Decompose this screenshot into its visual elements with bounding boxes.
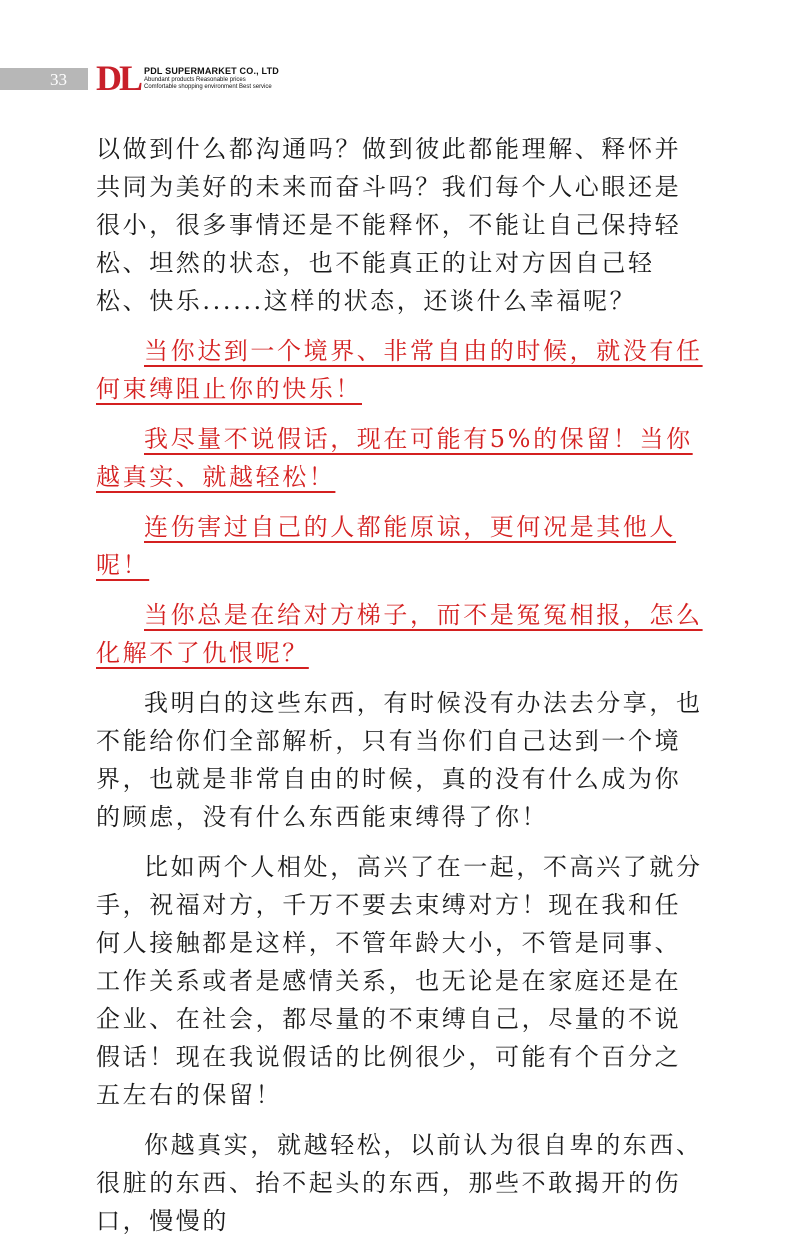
company-tagline-1: Abundant products Reasonable prices <box>144 77 246 83</box>
paragraph: 你越真实，就越轻松，以前认为很自卑的东西、很脏的东西、抬不起头的东西，那些不敢揭开的伤口，慢慢的 <box>96 1131 703 1235</box>
company-info <box>144 66 279 91</box>
highlighted-quote <box>96 332 706 408</box>
company-logo: DL <box>96 58 141 98</box>
highlighted-quote <box>96 508 706 584</box>
quote-text: 连伤害过自己的人都能原谅，更何况是其他人呢！ <box>96 513 676 579</box>
highlighted-quote <box>96 420 706 496</box>
quote-text: 我尽量不说假话，现在可能有5%的保留！当你越真实、就越轻松！ <box>96 425 693 491</box>
quote-text: 当你达到一个境界、非常自由的时候，就没有任何束缚阻止你的快乐！ <box>96 337 703 403</box>
quote-text: 当你总是在给对方梯子，而不是冤冤相报，怎么化解不了仇恨呢？ <box>96 601 703 667</box>
paragraph: 比如两个人相处，高兴了在一起，不高兴了就分手，祝福对方，千万不要去束缚对方！现在我和任何人接触都是这样，不管年龄大小，不管是同事、工作关系或者是感情关系，也无论是在家庭还是在企业、在社会，都尽量的不束缚自己，尽量的不说假话！现在我说假话的比例很少，可能有个百分之五左右的保留！ <box>96 853 703 1109</box>
highlighted-quote <box>96 596 706 672</box>
paragraph: 以做到什么都沟通吗？做到彼此都能理解、释怀并共同为美好的未来而奋斗吗？我们每个人心眼还是很小，很多事情还是不能释怀，不能让自己保持轻松、坦然的状态，也不能真正的让对方因自己轻松、快乐......这样的状态，还谈什么幸福呢？ <box>96 135 682 315</box>
paragraph: 我明白的这些东西，有时候没有办法去分享，也不能给你们全部解析，只有当你们自己达到一个境界，也就是非常自由的时候，真的没有什么成为你的顾虑，没有什么东西能束缚得了你！ <box>96 689 703 831</box>
company-name: PDL SUPERMARKET CO., LTD <box>144 66 279 76</box>
body-text <box>96 130 706 1240</box>
company-tagline-2: Comfortable shopping environment Best service <box>144 84 272 90</box>
page-number: 33 <box>50 70 67 89</box>
